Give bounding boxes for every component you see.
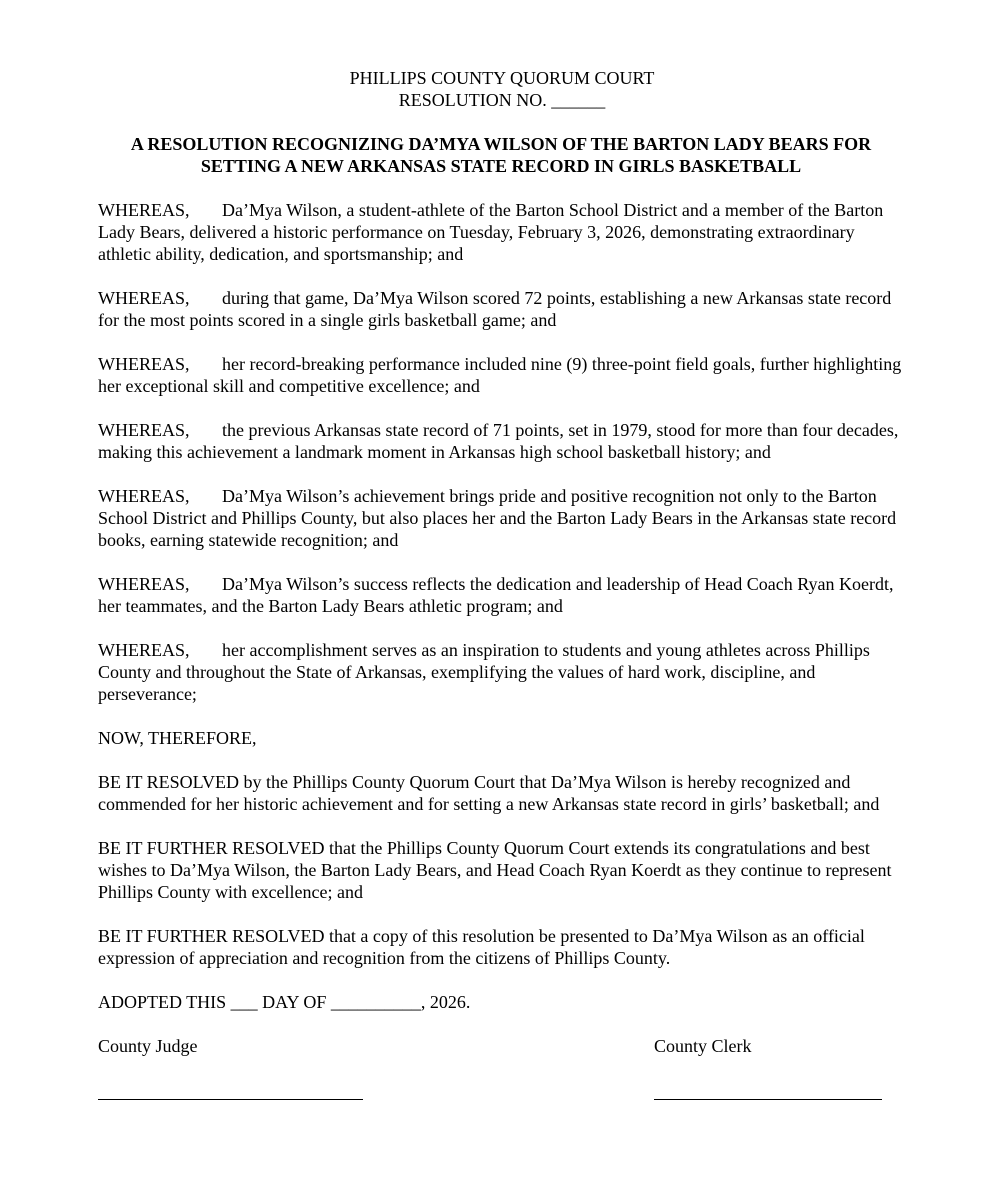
- whereas-label: WHEREAS,: [98, 200, 190, 220]
- whereas-text: Da’Mya Wilson’s success reflects the dedication and leadership of Head Coach Ryan Koerdt, her teammates, and the Barton Lady Bears athletic program; and: [98, 574, 894, 616]
- whereas-clause-3: [98, 353, 904, 397]
- whereas-clause-7: [98, 639, 904, 705]
- county-judge-label: County Judge: [98, 1036, 198, 1056]
- resolution-document: [98, 67, 904, 1115]
- court-name: PHILLIPS COUNTY QUORUM COURT: [349, 68, 655, 88]
- whereas-clause-4: [98, 419, 904, 463]
- county-clerk-label: County Clerk: [654, 1036, 752, 1056]
- whereas-clause-2: [98, 287, 904, 331]
- resolution-number: RESOLUTION NO. ______: [398, 90, 606, 110]
- whereas-label: WHEREAS,: [98, 354, 190, 374]
- now-therefore: NOW, THEREFORE,: [98, 728, 257, 748]
- whereas-clause-5: [98, 485, 904, 551]
- county-clerk-signature-line: [654, 1099, 882, 1100]
- whereas-text: her accomplishment serves as an inspiration to students and young athletes across Phillips County and throughout the State of Arkansas, exemplifying the values of hard work, discipline, and perseverance;: [98, 640, 870, 704]
- resolved-clause-3: BE IT FURTHER RESOLVED that a copy of this resolution be presented to Da’Mya Wilson as an official expression of appreciation and recognition from the citizens of Phillips County.: [98, 926, 865, 968]
- whereas-label: WHEREAS,: [98, 420, 190, 440]
- title-line-2: SETTING A NEW ARKANSAS STATE RECORD IN GIRLS BASKETBALL: [200, 156, 802, 176]
- adoption-line: ADOPTED THIS ___ DAY OF __________, 2026.: [98, 992, 471, 1012]
- whereas-text: during that game, Da’Mya Wilson scored 72 points, establishing a new Arkansas state record for the most points scored in a single girls basketball game; and: [98, 288, 892, 330]
- whereas-text: her record-breaking performance included nine (9) three-point field goals, further highlighting her exceptional skill and competitive excellence; and: [98, 354, 902, 396]
- resolution-title: [98, 133, 904, 177]
- whereas-text: Da’Mya Wilson’s achievement brings pride and positive recognition not only to the Barton School District and Phillips County, but also places her and the Barton Lady Bears in the Arkansas state record books, earning statewide recognition; and: [98, 486, 897, 550]
- county-judge-signature-line: [98, 1099, 363, 1100]
- signature-block: [98, 1035, 904, 1115]
- title-line-1: A RESOLUTION RECOGNIZING DA’MYA WILSON OF THE BARTON LADY BEARS FOR: [130, 134, 872, 154]
- whereas-clause-1: [98, 199, 904, 265]
- whereas-text: Da’Mya Wilson, a student-athlete of the Barton School District and a member of the Barton Lady Bears, delivered a historic performance on Tuesday, February 3, 2026, demonstrating extraordinary athletic ability, dedication, and sportsmanship; and: [98, 200, 884, 264]
- whereas-text: the previous Arkansas state record of 71 points, set in 1979, stood for more than four decades, making this achievement a landmark moment in Arkansas high school basketball history; and: [98, 420, 899, 462]
- whereas-label: WHEREAS,: [98, 486, 190, 506]
- resolved-clause-2: BE IT FURTHER RESOLVED that the Phillips County Quorum Court extends its congratulations and best wishes to Da’Mya Wilson, the Barton Lady Bears, and Head Coach Ryan Koerdt as they continue to represent Phillips County with excellence; and: [98, 838, 892, 902]
- resolved-clause-1: BE IT RESOLVED by the Phillips County Quorum Court that Da’Mya Wilson is hereby recognized and commended for her historic achievement and for setting a new Arkansas state record in girls’ basketball; and: [98, 772, 880, 814]
- whereas-label: WHEREAS,: [98, 288, 190, 308]
- whereas-label: WHEREAS,: [98, 574, 190, 594]
- whereas-clause-6: [98, 573, 904, 617]
- whereas-label: WHEREAS,: [98, 640, 190, 660]
